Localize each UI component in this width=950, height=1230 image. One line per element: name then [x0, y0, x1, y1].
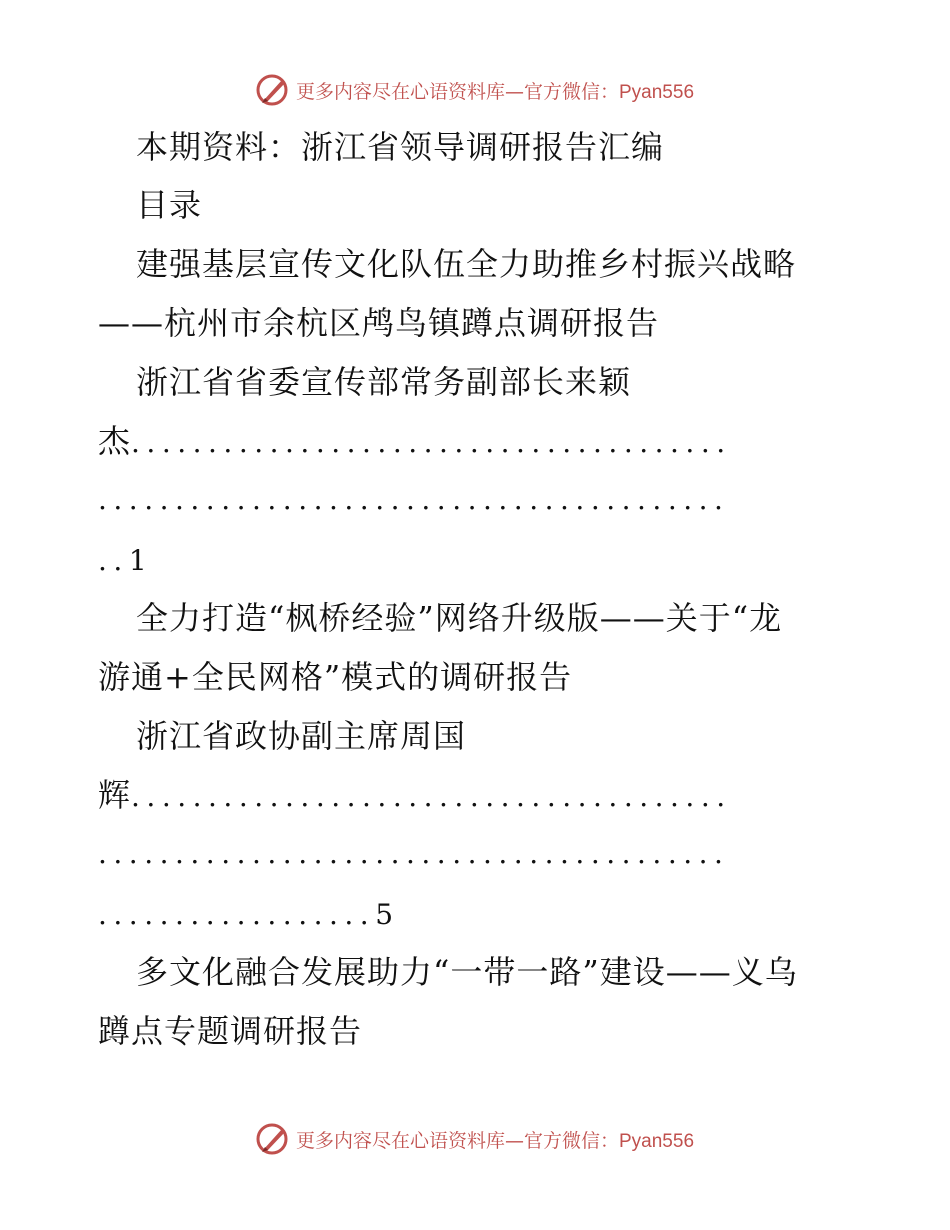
header-text: 更多内容尽在心语资料库—官方微信：Pyan556 [295, 80, 695, 103]
toc-heading: 目录 [136, 186, 203, 224]
toc-entry-2-author-line1: 浙江省政协副主席周国 [136, 717, 467, 755]
toc-entry-1-author-line1: 浙江省省委宣传部常务副部长来颖 [136, 363, 632, 401]
toc-entry-3-title-line2: 蹲点专题调研报告 [98, 1012, 363, 1050]
toc-entry-2-page: 5 [375, 898, 395, 931]
toc-leader-dots: ......................................... [98, 483, 730, 516]
toc-leader-dots: ......................................... [98, 837, 730, 870]
toc-entry-1-title-line1: 建强基层宣传文化队伍全力助推乡村振兴战略 [136, 245, 797, 283]
toc-leader-dots: .. [98, 544, 129, 577]
toc-entry-2-title-line1: 全力打造“枫桥经验”网络升级版——关于“龙 [136, 599, 783, 637]
toc-entry-1-title-line2: ——杭州市余杭区鸬鸟镇蹲点调研报告 [98, 304, 660, 342]
footer-banner [0, 1119, 950, 1159]
toc-leader-dots: ....................................... [131, 426, 732, 459]
toc-entry-3-title-line1: 多文化融合发展助力“一带一路”建设——义乌 [136, 953, 798, 991]
footer-wechat-id: Pyan556 [619, 1130, 695, 1152]
toc-entry-1-author-tail: 杰 [98, 422, 132, 460]
toc-entry-2-author-line2 [98, 766, 732, 824]
document-title: 本期资料：浙江省领导调研报告汇编 [136, 128, 665, 166]
toc-entry-1-page: 1 [128, 544, 148, 577]
toc-entry-2-page-line [98, 884, 394, 942]
footer-text: 更多内容尽在心语资料库—官方微信：Pyan556 [295, 1129, 695, 1152]
toc-entry-1-author-line2 [98, 412, 732, 470]
toc-entry-2-title-line2: 游通+全民网格”模式的调研报告 [98, 658, 573, 696]
quill-logo-icon [256, 73, 290, 107]
toc-leader-dots: ....................................... [131, 780, 732, 813]
header-wechat-id: Pyan556 [619, 81, 695, 103]
toc-entry-2-author-tail: 辉 [98, 776, 132, 814]
header-banner [0, 70, 950, 110]
toc-entry-1-page-line [98, 530, 148, 588]
toc-leader-dots: .................. [98, 898, 376, 931]
quill-logo-icon [256, 1122, 290, 1156]
